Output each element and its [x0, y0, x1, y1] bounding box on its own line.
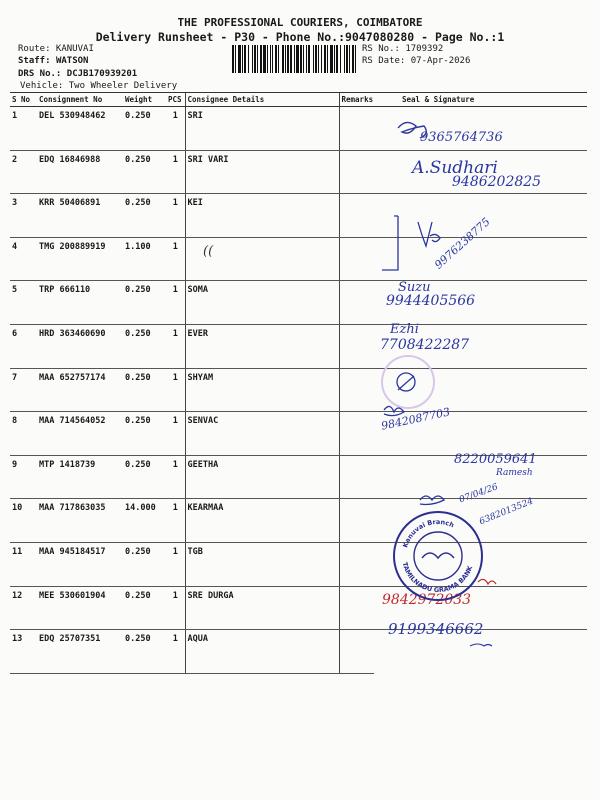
cell-consignee: TGB: [185, 542, 339, 586]
staff-name: WATSON: [55, 56, 89, 66]
cell-weight: 1.100: [123, 237, 166, 281]
barcode-bar: [327, 45, 328, 73]
table-row: [10, 368, 587, 412]
cell-pcs: 1: [166, 499, 185, 543]
barcode-bar: [334, 45, 335, 73]
cell-pcs: 1: [166, 368, 185, 412]
barcode-bar: [290, 45, 292, 73]
cell-sno: 5: [10, 281, 37, 325]
signature-12-number: 9842972033: [382, 592, 472, 608]
cell-weight: 14.000: [123, 499, 166, 543]
barcode-bar: [232, 45, 234, 73]
table-row: [10, 630, 587, 674]
barcode-bar: [272, 45, 273, 73]
barcode-bar: [287, 45, 289, 73]
cell-consignee: SRI VARI: [185, 150, 339, 194]
cell-pcs: 1: [166, 630, 185, 674]
cell-weight: 0.250: [123, 194, 166, 238]
cell-sno: 13: [10, 630, 37, 674]
barcode-bar: [238, 45, 241, 73]
barcode-bar: [340, 45, 341, 73]
cell-signature: [374, 150, 587, 194]
signature-10-number: 6382013524: [478, 496, 535, 528]
row-4-mark: ((: [203, 244, 214, 259]
barcode-bar: [344, 45, 345, 73]
cell-pcs: 1: [166, 455, 185, 499]
cell-remarks: [339, 455, 374, 499]
cell-consignment: TRP 666110: [37, 281, 123, 325]
cell-sno: 7: [10, 368, 37, 412]
cell-consignee: GEETHA: [185, 455, 339, 499]
cell-signature: [374, 368, 587, 412]
cell-consignee: KEI: [185, 194, 339, 238]
cell-pcs: 1: [166, 324, 185, 368]
barcode-bar: [263, 45, 266, 73]
barcode-bar: [303, 45, 304, 73]
table-row: [10, 586, 587, 630]
cell-weight: 0.250: [123, 455, 166, 499]
bank-seal-stamp: [392, 510, 484, 602]
table-row: [10, 107, 587, 151]
vehicle-label: Vehicle: Two Wheeler Delivery: [20, 81, 178, 91]
cell-remarks: [339, 499, 374, 543]
cell-consignment: MAA 652757174: [37, 368, 123, 412]
barcode-bar: [324, 45, 326, 73]
barcode-bar: [242, 45, 243, 73]
cell-sno: 10: [10, 499, 37, 543]
signature-2-name: A.Sudhari: [412, 158, 498, 178]
cell-sno: 8: [10, 412, 37, 456]
cell-consignee: SRE DURGA: [185, 586, 339, 630]
barcode-bar: [349, 45, 350, 73]
cell-sno: 3: [10, 194, 37, 238]
signature-9-number: 8220059641: [454, 452, 537, 467]
barcode-bar: [315, 45, 317, 73]
barcode-bar: [235, 45, 236, 73]
cell-consignment: MAA 717863035: [37, 499, 123, 543]
signature-9-name: Ramesh: [496, 468, 533, 478]
col-weight: Weight: [123, 93, 166, 107]
barcode-bar: [296, 45, 299, 73]
barcode-bar: [321, 45, 322, 73]
barcode-bar: [270, 45, 271, 73]
cell-signature: [374, 237, 587, 281]
cell-remarks: [339, 542, 374, 586]
cell-sno: 12: [10, 586, 37, 630]
signature-6-name: Ezhi: [390, 322, 419, 337]
signature-1: 9365764736: [420, 130, 503, 145]
cell-consignment: EDQ 25707351: [37, 630, 123, 674]
signature-6-number: 7708422287: [380, 337, 470, 353]
cell-consignee: KEARMAA: [185, 499, 339, 543]
table-header-row: [10, 93, 587, 107]
signature-5-name: Suzu: [398, 280, 431, 295]
cell-consignee: [185, 237, 339, 281]
cell-remarks: [339, 630, 374, 674]
cell-sno: 6: [10, 324, 37, 368]
cell-weight: 0.250: [123, 281, 166, 325]
barcode-bar: [282, 45, 284, 73]
barcode-bar: [346, 45, 348, 73]
barcode-bar: [294, 45, 295, 73]
cell-weight: 0.250: [123, 542, 166, 586]
cell-sno: 1: [10, 107, 37, 151]
cell-consignment: MAA 714564052: [37, 412, 123, 456]
cell-pcs: 1: [166, 542, 185, 586]
cell-pcs: 1: [166, 412, 185, 456]
barcode-bar: [252, 45, 253, 73]
cell-pcs: 1: [166, 107, 185, 151]
rs-number: RS No.: 1709392: [362, 44, 444, 54]
staff-info: [18, 56, 88, 66]
cell-pcs: 1: [166, 150, 185, 194]
barcode-bar: [254, 45, 256, 73]
cell-signature: [374, 412, 587, 456]
table-row: [10, 237, 587, 281]
cell-remarks: [339, 281, 374, 325]
stamp-center-scribble: [422, 553, 454, 558]
col-consignee: Consignee Details: [185, 93, 339, 107]
cell-consignee: AQUA: [185, 630, 339, 674]
stamp-bottom-text: TAMILNADU GRAMA BANK: [400, 561, 475, 595]
barcode-bar: [278, 45, 279, 73]
cell-sno: 9: [10, 455, 37, 499]
cell-remarks: [339, 412, 374, 456]
table-row: [10, 455, 587, 499]
cell-consignee: SRI: [185, 107, 339, 151]
cell-pcs: 1: [166, 281, 185, 325]
barcode-bar: [275, 45, 277, 73]
barcode-bar: [330, 45, 333, 73]
cell-remarks: [339, 368, 374, 412]
cell-weight: 0.250: [123, 586, 166, 630]
cell-pcs: 1: [166, 237, 185, 281]
cell-signature: [374, 455, 587, 499]
cell-remarks: [339, 586, 374, 630]
cell-remarks: [339, 194, 374, 238]
cell-pcs: 1: [166, 194, 185, 238]
cell-signature: [374, 630, 587, 674]
col-remarks: Remarks: [339, 93, 374, 107]
drs-info: [18, 69, 137, 79]
table-row: [10, 542, 587, 586]
cell-weight: 0.250: [123, 324, 166, 368]
cell-remarks: [339, 237, 374, 281]
barcode-bar: [336, 45, 338, 73]
cell-signature: [374, 107, 587, 151]
stamp-top-text: Kanuvai Branch: [401, 517, 456, 549]
cell-weight: 0.250: [123, 368, 166, 412]
cell-consignment: TMG 200889919: [37, 237, 123, 281]
barcode-bar: [308, 45, 310, 73]
cell-consignee: EVER: [185, 324, 339, 368]
company-title: THE PROFESSIONAL COURIERS, COIMBATORE: [177, 16, 423, 29]
barcode-bar: [248, 45, 249, 73]
barcode-bar: [285, 45, 286, 73]
barcode-bar: [300, 45, 302, 73]
col-pcs: PCS: [166, 93, 185, 107]
cell-weight: 0.250: [123, 412, 166, 456]
barcode-bar: [257, 45, 258, 73]
signature-10-date: 07/04/26: [458, 482, 500, 506]
cell-weight: 0.250: [123, 107, 166, 151]
route-label: Route: KANUVAI: [18, 44, 94, 54]
table-row: [10, 324, 587, 368]
barcode-bar: [306, 45, 307, 73]
cell-sno: 4: [10, 237, 37, 281]
table-row: [10, 281, 587, 325]
cell-weight: 0.250: [123, 150, 166, 194]
signature-13-number: 9199346662: [388, 620, 484, 638]
drs-number: DCJB170939201: [66, 69, 138, 79]
staff-label: Staff:: [18, 56, 56, 66]
cell-pcs: 1: [166, 586, 185, 630]
col-signature: Seal & Signature: [374, 93, 587, 107]
barcode-bar: [355, 45, 356, 73]
rs-date: RS Date: 07-Apr-2026: [362, 56, 471, 66]
cell-signature: [374, 324, 587, 368]
table-row: [10, 150, 587, 194]
cell-consignment: EDQ 16846988: [37, 150, 123, 194]
cell-remarks: [339, 107, 374, 151]
cell-signature: [374, 281, 587, 325]
cell-consignee: SOMA: [185, 281, 339, 325]
barcode-bar: [318, 45, 319, 73]
barcode-bar: [352, 45, 354, 73]
cell-weight: 0.250: [123, 630, 166, 674]
runsheet-subtitle: Delivery Runsheet - P30 - Phone No.:9047080280 - Page No.:1: [95, 30, 505, 44]
cell-signature: [374, 194, 587, 238]
table-row: [10, 412, 587, 456]
cell-consignee: SENVAC: [185, 412, 339, 456]
col-sno: S No: [10, 93, 37, 107]
cell-consignment: KRR 50406891: [37, 194, 123, 238]
cell-remarks: [339, 150, 374, 194]
cell-consignee: SHYAM: [185, 368, 339, 412]
cell-remarks: [339, 324, 374, 368]
cell-consignment: MAA 945184517: [37, 542, 123, 586]
barcode-bar: [313, 45, 314, 73]
barcode-bar: [260, 45, 262, 73]
runsheet-table: [10, 92, 587, 674]
signature-5-number: 9944405566: [386, 293, 476, 309]
cell-consignment: HRD 363460690: [37, 324, 123, 368]
cell-sno: 2: [10, 150, 37, 194]
table-row: [10, 499, 587, 543]
cell-consignment: MTP 1418739: [37, 455, 123, 499]
table-row: [10, 194, 587, 238]
col-consignment: Consignment No: [37, 93, 123, 107]
barcode-bar: [244, 45, 246, 73]
signature-4-number: 9976238775: [432, 215, 493, 272]
signature-2-number: 9486202825: [452, 174, 542, 190]
signature-8-number: 9842087703: [380, 405, 452, 433]
barcode: [232, 45, 356, 73]
cell-consignment: DEL 530948462: [37, 107, 123, 151]
cell-consignment: MEE 530601904: [37, 586, 123, 630]
barcode-bar: [267, 45, 268, 73]
cell-sno: 11: [10, 542, 37, 586]
drs-label: DRS No.:: [18, 69, 67, 79]
